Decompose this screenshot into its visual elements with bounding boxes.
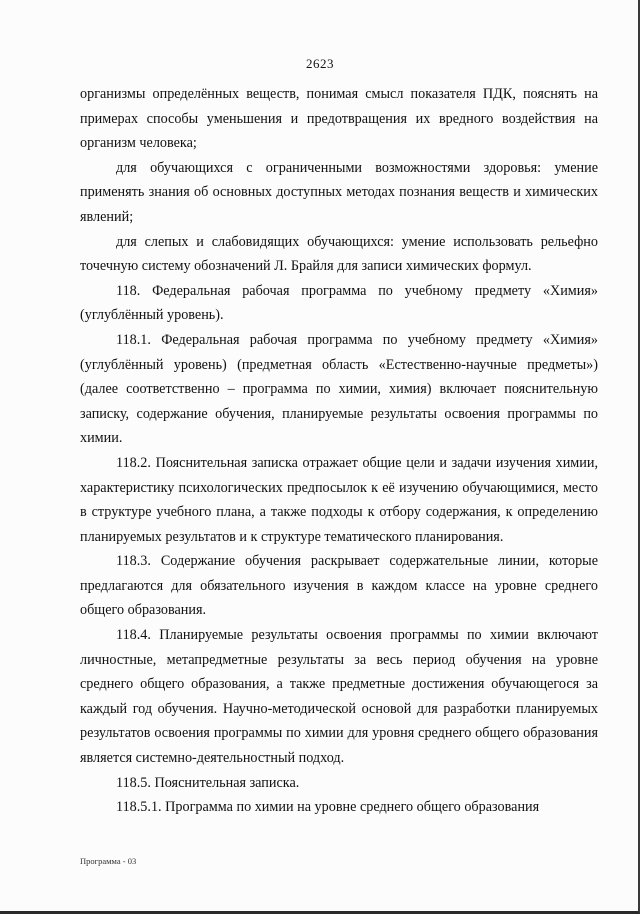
- paragraph-118-5-1: 118.5.1. Программа по химии на уровне среднего общего образования: [116, 799, 540, 816]
- paragraph-118-2: 118.2. Пояснительная записка отражает общие цели и задачи изучения химии, характеристику психологических предпосылок к её изучению обучающимися, место в структуре учебного плана, а также подходы к отбору содержания, к определению планируемых результатов и к структуре тематического планирования.: [80, 454, 598, 545]
- page-number: 2623: [306, 56, 334, 71]
- paragraph-continuation: организмы определённых веществ, понимая смысл показателя ПДК, пояснять на примерах способы уменьшения и предотвращения их вредного воздействия на организм человека;: [80, 86, 598, 152]
- document-body: [80, 82, 598, 820]
- paragraph-ovz-skills: для обучающихся с ограниченными возможностями здоровья: умение применять знания об основных доступных методах познания веществ и химических явлений;: [80, 159, 598, 225]
- paragraph-blind-students: для слепых и слабовидящих обучающихся: умение использовать рельефно точечную систему обозначений Л. Брайля для записи химических формул.: [80, 233, 598, 275]
- paragraph-118-5: 118.5. Пояснительная записка.: [116, 774, 300, 791]
- paragraph-118-4: 118.4. Планируемые результаты освоения программы по химии включают личностные, метапредметные результаты за весь период обучения на уровне среднего общего образования, а также предметные достижения обучающегося за каждый год обучения. Научно-методической основой для разработки планируемых результатов освоения программы по химии для уровня среднего общего образования является системно-деятельностный подход.: [80, 627, 598, 767]
- paragraph-118-1: 118.1. Федеральная рабочая программа по учебному предмету «Химия» (углублённый уровень) (предметная область «Естественно-научные предметы») (далее соответственно – программа по химии, химия) включает пояснительную записку, содержание обучения, планируемые результаты освоения программы по химии.: [80, 331, 598, 447]
- page-footer: Программа - 03: [80, 856, 137, 866]
- paragraph-118: 118. Федеральная рабочая программа по учебному предмету «Химия» (углублённый уровень).: [80, 282, 598, 324]
- paragraph-118-3: 118.3. Содержание обучения раскрывает содержательные линии, которые предлагаются для обязательного изучения в каждом классе на уровне среднего общего образования.: [80, 553, 598, 619]
